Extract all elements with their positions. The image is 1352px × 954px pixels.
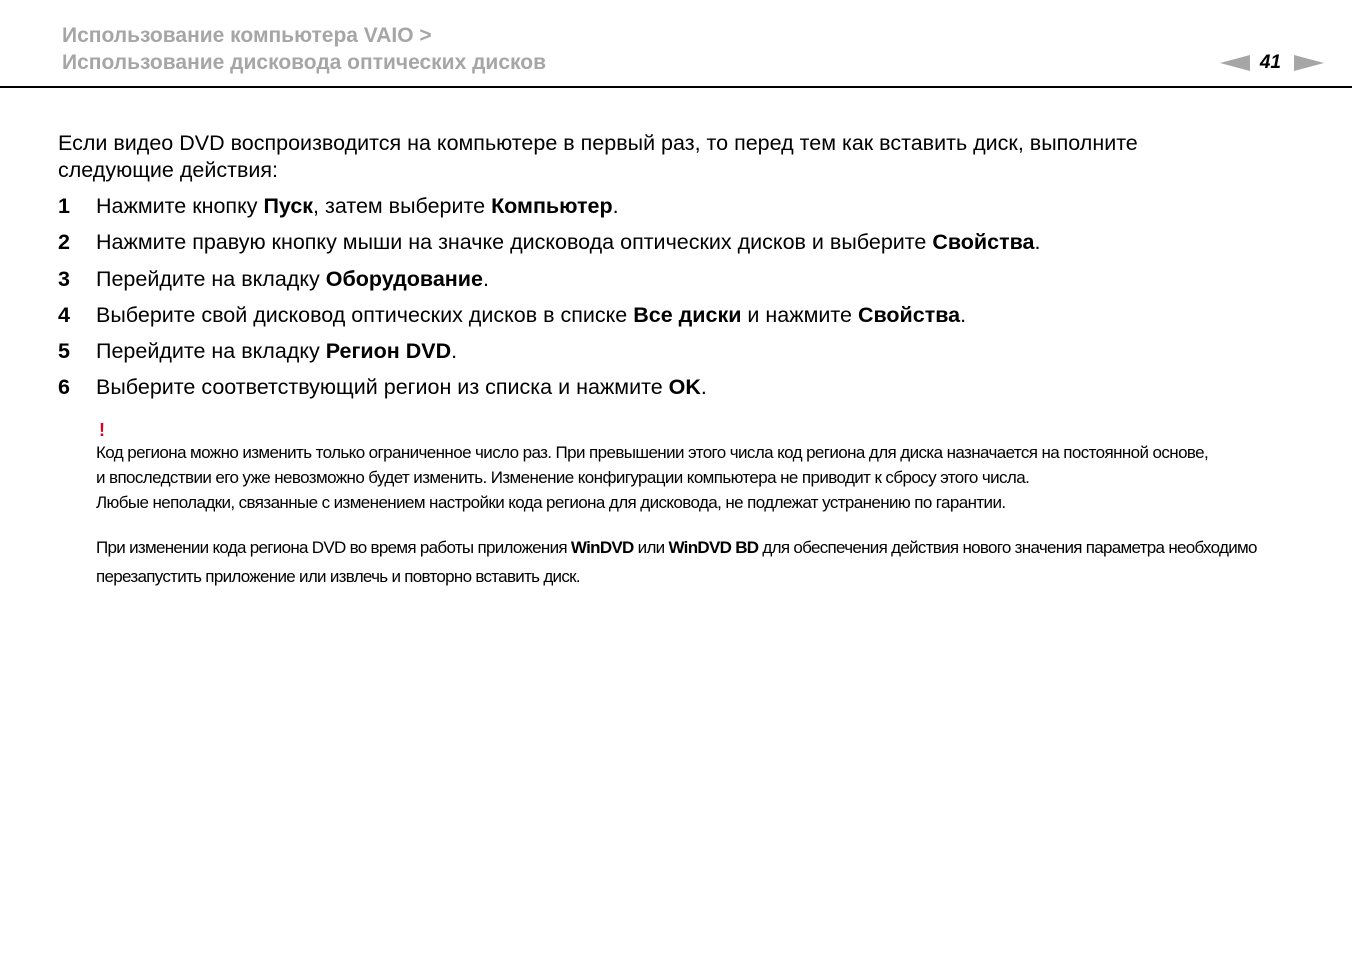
step-number: 3 [58, 266, 70, 291]
intro-line-1: Если видео DVD воспроизводится на компьютере в первый раз, то перед тем как вставить диск, выполните [58, 131, 1138, 155]
warning-line-3: Любые неполадки, связанные с изменением настройки кода региона для дисковода, не подлежат устранению по гарантии. [96, 493, 1006, 512]
step-item [58, 374, 1308, 410]
step-number: 2 [58, 230, 70, 255]
warning-note [96, 440, 1306, 515]
ui-term-computer: Компьютер [491, 194, 613, 218]
info-note [96, 533, 1306, 591]
step-item [58, 193, 1308, 229]
step-text: Перейдите на вкладку Регион DVD. [96, 339, 458, 364]
step-number: 5 [58, 339, 70, 364]
ui-term-properties: Свойства [932, 230, 1035, 255]
step-item [58, 338, 1308, 374]
page-number: 41 [1259, 52, 1281, 73]
step-number: 4 [58, 302, 70, 327]
intro-line-2: следующие действия: [58, 158, 278, 182]
main-content [58, 130, 1308, 411]
breadcrumb [62, 22, 546, 76]
step-item [58, 302, 1308, 338]
app-name-windvd: WinDVD [570, 538, 634, 557]
step-text: Выберите соответствующий регион из списка и нажмите OK. [96, 375, 707, 400]
ui-term-hardware: Оборудование [325, 266, 483, 291]
info-note-line-2: перезапустить приложение или извлечь и повторно вставить диск. [96, 567, 580, 586]
step-number: 1 [58, 194, 70, 218]
step-text: Перейдите на вкладку Оборудование. [96, 266, 489, 291]
ui-term-all-disks: Все диски [633, 302, 742, 327]
ui-term-dvd-region: Регион DVD [325, 339, 452, 364]
intro-paragraph [58, 130, 1308, 184]
ui-term-ok: OK [668, 375, 701, 400]
warning-line-2: и впоследствии его уже невозможно будет изменить. Изменение конфигурации компьютера не приводит к сбросу этого числа. [96, 468, 1030, 487]
warning-icon: ! [99, 420, 105, 440]
info-note-line-1: При изменении кода региона DVD во время работы приложения WinDVD или WinDVD BD для обеспечения действия нового значения параметра необходимо [96, 538, 1257, 557]
triangle-left-icon[interactable] [1220, 55, 1250, 71]
step-text: Выберите свой дисковод оптических дисков в списке Все диски и нажмите Свойства. [96, 302, 967, 327]
steps-list [58, 193, 1308, 411]
step-text: Нажмите правую кнопку мыши на значке дисковода оптических дисков и выберите Свойства. [96, 230, 1041, 255]
warning-line-1: Код региона можно изменить только ограниченное число раз. При превышении этого числа код региона для диска назначается на постоянной основе, [96, 443, 1209, 462]
triangle-right-icon[interactable] [1294, 55, 1324, 71]
app-name-windvd-bd: WinDVD BD [668, 538, 759, 557]
breadcrumb-line-2[interactable]: Использование дисковода оптических дисков [62, 51, 546, 74]
step-number: 6 [58, 375, 70, 400]
ui-term-properties: Свойства [857, 302, 961, 327]
step-item [58, 266, 1308, 302]
step-item [58, 229, 1308, 265]
breadcrumb-line-1[interactable]: Использование компьютера VAIO > [62, 24, 432, 47]
ui-term-start: Пуск [263, 194, 314, 218]
notes-block [96, 420, 1306, 591]
page-header [0, 0, 1352, 88]
page-navigation [1220, 50, 1324, 76]
step-text: Нажмите кнопку Пуск, затем выберите Компьютер. [96, 194, 619, 218]
